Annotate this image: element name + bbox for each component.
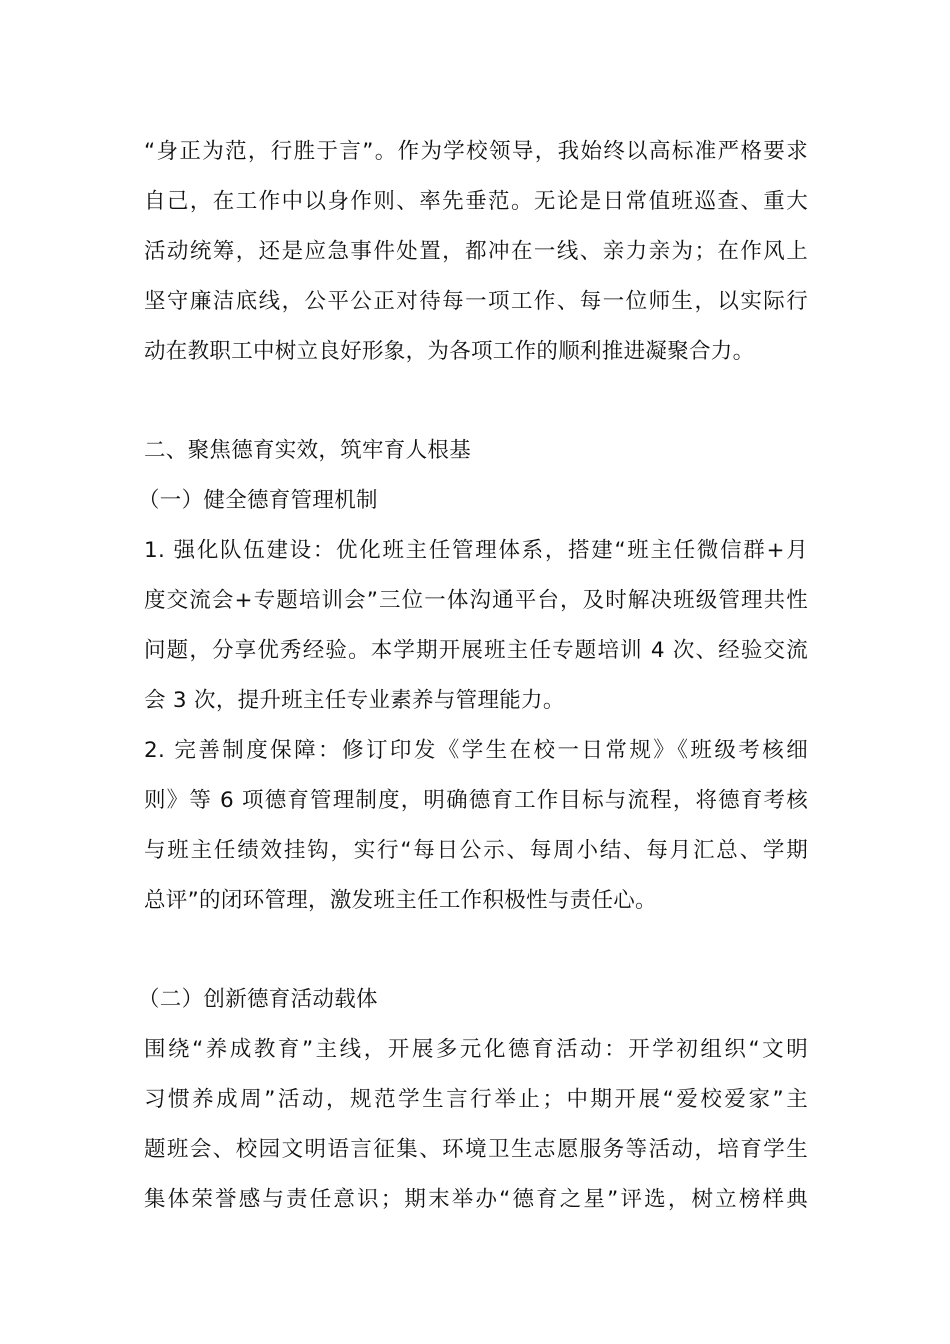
text-line: 题班会、校园文明语言征集、环境卫生志愿服务等活动，培育学生	[144, 1137, 808, 1162]
text-line: 动在教职工中树立良好形象，为各项工作的顺利推进凝聚合力。	[144, 339, 755, 364]
text-line: 1. 强化队伍建设：优化班主任管理体系，搭建“班主任微信群+月	[144, 538, 808, 563]
text-line: 自己，在工作中以身作则、率先垂范。无论是日常值班巡查、重大	[144, 189, 808, 214]
text-line: 度交流会+专题培训会”三位一体沟通平台，及时解决班级管理共性	[144, 588, 808, 613]
subsection-heading: （一）健全德育管理机制	[138, 488, 378, 513]
text-line: 围绕“养成教育”主线，开展多元化德育活动：开学初组织“文明	[144, 1037, 808, 1062]
text-line: 坚守廉洁底线，公平公正对待每一项工作、每一位师生，以实际行	[144, 289, 808, 314]
text-line: 集体荣誉感与责任意识；期末举办“德育之星”评选，树立榜样典	[144, 1187, 808, 1212]
text-line: 2. 完善制度保障：修订印发《学生在校一日常规》《班级考核细	[144, 738, 808, 763]
text-line: “身正为范，行胜于言”。作为学校领导，我始终以高标准严格要求	[144, 139, 808, 164]
text-line: 活动统筹，还是应急事件处置，都冲在一线、亲力亲为；在作风上	[144, 239, 808, 264]
text-line: 则》等 6 项德育管理制度，明确德育工作目标与流程，将德育考核	[144, 788, 808, 813]
text-line: 会 3 次，提升班主任专业素养与管理能力。	[144, 688, 565, 713]
text-line: 问题，分享优秀经验。本学期开展班主任专题培训 4 次、经验交流	[144, 638, 808, 663]
text-line: 习惯养成周”活动，规范学生言行举止；中期开展“爱校爱家”主	[144, 1087, 808, 1112]
section-heading: 二、聚焦德育实效，筑牢育人根基	[144, 438, 472, 463]
text-line: 与班主任绩效挂钩，实行“每日公示、每周小结、每月汇总、学期	[144, 838, 808, 863]
text-line: 总评”的闭环管理，激发班主任工作积极性与责任心。	[144, 888, 657, 913]
subsection-heading: （二）创新德育活动载体	[138, 987, 378, 1012]
